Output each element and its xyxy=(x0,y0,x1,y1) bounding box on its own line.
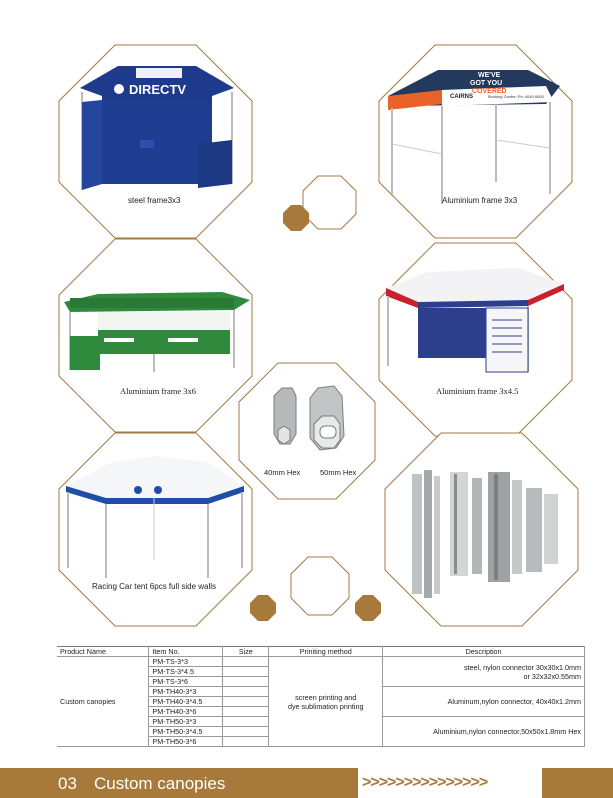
cairns-text: CAIRNS xyxy=(450,94,474,100)
alu-3x6-caption: Aluminium frame 3x6 xyxy=(120,386,197,396)
racing-car-tent-panel xyxy=(58,432,253,627)
hex50-caption: 50mm Hex xyxy=(320,468,357,477)
printing-method-cell xyxy=(269,657,383,747)
hex40-caption: 40mm Hex xyxy=(264,468,301,477)
alu-3x3-caption: Aluminium frame 3x3 xyxy=(442,196,518,205)
table-header-row xyxy=(57,647,585,657)
page-number: 03 xyxy=(58,774,77,793)
decor-octagon-outline-2 xyxy=(290,556,350,616)
item-no-cell: PM-TH40-3*4.5 xyxy=(149,697,223,707)
aluminium-frame-3x6-panel xyxy=(58,238,253,433)
header-description: Description xyxy=(383,647,585,657)
steel-3x3-caption: steel frame3x3 xyxy=(128,196,181,205)
header-item-no: Item No. xyxy=(149,647,223,657)
aluminium-frame-3x3-panel xyxy=(378,44,573,239)
cairns-phone-text: Booking Centre: Ph: 4040 6500 xyxy=(488,94,544,99)
desc-steel-line2: or 32x32x0.55mm xyxy=(523,671,581,681)
footer-arrow-strip xyxy=(358,768,542,798)
racing-tent-illustration xyxy=(58,432,253,627)
item-no-cell: PM-TH50-3*4.5 xyxy=(149,727,223,737)
desc-th50-cell: Aluminium,nylon connector,50x50x1.8mm Hex xyxy=(383,717,585,747)
hex-profile-illustration xyxy=(238,362,376,500)
alu-3x6-tent-illustration xyxy=(58,238,253,433)
racing-tent-caption: Racing Car tent 6pcs full side walls xyxy=(92,582,217,591)
item-no-cell: PM-TH40-3*6 xyxy=(149,707,223,717)
alu-3x45-tent-illustration xyxy=(378,242,573,437)
printing-method-line1: screen printing and xyxy=(295,692,357,702)
hex-profile-panel xyxy=(238,362,376,500)
desc-th40-cell: Aluminum,nylon connector, 40x40x1.2mm xyxy=(383,687,585,717)
printing-method-line2: dye sublimation printing xyxy=(287,701,364,711)
footer-title: Custom canopies xyxy=(94,774,226,793)
product-name-cell: Custom canopies xyxy=(57,657,149,747)
item-no-cell: PM-TH40-3*3 xyxy=(149,687,223,697)
desc-steel-cell xyxy=(383,657,585,687)
header-product-name: Product Name xyxy=(57,647,149,657)
decor-octagon-gold-1 xyxy=(283,205,309,231)
directv-logo-text: DIRECTV xyxy=(129,82,187,97)
item-no-cell: PM-TH50-3*6 xyxy=(149,737,223,747)
product-spec-table xyxy=(57,646,585,747)
item-no-cell: PM-TH50-3*3 xyxy=(149,717,223,727)
decor-octagon-gold-3 xyxy=(355,595,381,621)
aluminium-frame-3x45-panel xyxy=(378,242,573,437)
folding-frames-panel xyxy=(384,432,579,627)
decor-octagon-outline-1 xyxy=(302,175,357,230)
decor-octagon-gold-2 xyxy=(250,595,276,621)
covered-line1: WE'VE xyxy=(478,72,501,79)
item-no-cell: PM-TS-3*4.5 xyxy=(149,667,223,677)
item-no-cell: PM-TS-3*3 xyxy=(149,657,223,667)
alu-3x45-caption: Aluminium frame 3x4.5 xyxy=(436,386,519,396)
table-row xyxy=(57,657,585,667)
page-footer xyxy=(0,768,613,798)
steel-3x3-tent-illustration xyxy=(58,44,253,239)
covered-line2: GOT YOU xyxy=(470,80,503,87)
steel-frame-3x3-panel xyxy=(58,44,253,239)
folding-frames-illustration xyxy=(384,432,579,627)
covered-line3: COVERED xyxy=(472,88,507,95)
alu-3x3-tent-illustration xyxy=(378,44,573,239)
desc-steel-line1: steel, nylon connector 30x30x1.0mm xyxy=(463,662,581,672)
header-printing-method: Priniting method xyxy=(269,647,383,657)
footer-tail-bar xyxy=(542,768,613,798)
item-no-cell: PM-TS-3*6 xyxy=(149,677,223,687)
header-size: Size xyxy=(223,647,269,657)
footer-arrows: >>>>>>>>>>>>>>> xyxy=(362,774,488,791)
